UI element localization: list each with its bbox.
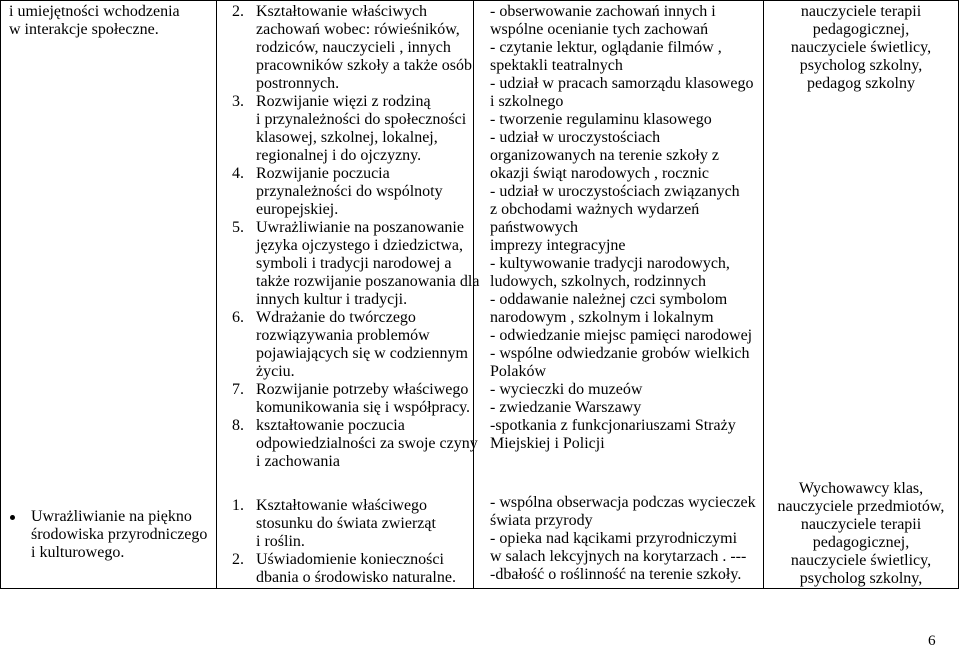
text-line: nauczyciele świetlicy, <box>790 39 932 56</box>
text-line: europejskiej. <box>256 201 339 218</box>
goal-item <box>232 381 472 417</box>
text-line: nauczyciele terapii <box>800 516 922 533</box>
text-line: środowiska przyrodniczego <box>31 526 208 543</box>
text-line: komunikowania się i współpracy. <box>256 399 471 416</box>
goals-list-bottom <box>232 497 472 587</box>
text-line: symboli i tradycji narodowej a <box>256 255 452 272</box>
col1-top-text <box>9 3 209 39</box>
goal-item <box>232 219 480 309</box>
goal-number: 4. <box>232 165 244 182</box>
goals-list-top <box>232 3 480 471</box>
text-line: - odwiedzanie miejsc pamięci narodowej <box>490 327 753 344</box>
goal-item <box>232 93 472 165</box>
text-line: odpowiedzialności za swoje czyny <box>256 435 478 452</box>
text-line: pedagogicznej, <box>812 534 910 551</box>
text-line: -spotkania z funkcjonariuszami Straży <box>490 417 736 434</box>
text-line: Kształtowanie właściwego <box>256 497 428 514</box>
text-line: rozwiązywania problemów <box>256 327 430 344</box>
text-line: - udział w uroczystościach związanych <box>490 183 740 200</box>
text-line: rodziców, nauczycieli , innych <box>256 39 451 56</box>
text-line: ludowych, szkolnych, rodzinnych <box>490 273 706 290</box>
text-line: - zwiedzanie Warszawy <box>490 399 642 416</box>
text-line: - czytanie lektur, oglądanie filmów , <box>490 39 722 56</box>
table-border-col2 <box>216 0 217 589</box>
text-line: -dbałość o roślinność na terenie szkoły. <box>490 566 742 583</box>
text-line: Uświadomienie konieczności <box>256 551 444 568</box>
text-line: narodowym , szkolnym i lokalnym <box>490 309 714 326</box>
text-line: dbania o środowisko naturalne. <box>256 569 456 586</box>
goal-item <box>232 165 472 219</box>
text-line: - wspólne odwiedzanie grobów wielkich <box>490 345 750 362</box>
text-line: - opieka nad kącikami przyrodniczymi <box>490 530 738 547</box>
goal-number: 1. <box>232 497 244 514</box>
text-line: - wycieczki do muzeów <box>490 381 643 398</box>
text-line: Uwrażliwianie na poszanowanie <box>256 219 464 236</box>
text-line: kształtowanie poczucia <box>256 417 405 434</box>
text-line: przynależności do wspólnoty <box>256 183 443 200</box>
text-line: - udział w pracach samorządu klasowego <box>490 75 754 92</box>
text-line: Uwrażliwianie na piękno <box>31 508 192 525</box>
text-line: Rozwijanie potrzeby właściwego <box>256 381 469 398</box>
goal-number: 3. <box>232 93 244 110</box>
text-line: psycholog szkolny, <box>799 57 923 74</box>
text-line: - obserwowanie zachowań innych i <box>490 3 716 20</box>
goal-number: 2. <box>232 3 244 20</box>
text-line: języka ojczystego i dziedzictwa, <box>256 237 464 254</box>
text-line: pedagog szkolny <box>807 75 915 92</box>
text-line: w interakcje społeczne. <box>9 21 159 38</box>
text-line: - kultywowanie tradycji narodowych, <box>490 255 730 272</box>
text-line: i przynależności do społeczności <box>256 111 467 128</box>
goal-number: 2. <box>232 551 244 568</box>
text-line: imprezy integracyjne <box>490 237 626 254</box>
goal-number: 6. <box>232 309 244 326</box>
text-line: organizowanych na terenie szkoły z <box>490 147 719 164</box>
goal-number: 7. <box>232 381 244 398</box>
text-line: innych kultur i tradycji. <box>256 291 408 308</box>
text-line: - wspólna obserwacja podczas wycieczek <box>490 494 756 511</box>
text-line: wspólne ocenianie tych zachowań <box>490 21 709 38</box>
goal-item <box>232 417 478 471</box>
text-line: regionalnej i do ojczyzny. <box>256 147 422 164</box>
text-line: - tworzenie regulaminu klasowego <box>490 111 712 128</box>
goal-item <box>232 309 472 381</box>
text-line: - udział w uroczystościach <box>490 129 661 146</box>
bullet-text <box>31 508 216 562</box>
text-line: z obchodami ważnych wydarzeń <box>490 201 700 218</box>
table-border-left <box>0 0 1 589</box>
table-bottom-border <box>0 588 958 589</box>
text-line: Polaków <box>490 363 546 380</box>
text-line: i umiejętności wchodzenia <box>9 3 180 20</box>
goal-item <box>232 3 472 93</box>
goal-item <box>232 497 472 551</box>
text-line: Wychowawcy klas, <box>798 480 924 497</box>
text-line: państwowych <box>490 219 578 236</box>
text-line: świata przyrody <box>490 512 593 529</box>
text-line: klasowej, szkolnej, lokalnej, <box>256 129 438 146</box>
table-border-col3 <box>473 0 474 589</box>
text-line: Rozwijanie więzi z rodziną <box>256 93 431 110</box>
text-line: okazji świąt narodowych , rocznic <box>490 165 710 182</box>
responsible-bottom <box>763 480 959 588</box>
text-line: i zachowania <box>256 453 340 470</box>
text-line: nauczyciele świetlicy, <box>790 552 932 569</box>
table-top-border <box>0 0 958 1</box>
text-line: i kulturowego. <box>31 544 125 561</box>
text-line: Miejskiej i Policji <box>490 435 605 452</box>
forms-bottom <box>490 494 765 584</box>
goal-number: 5. <box>232 219 244 236</box>
text-line: życiu. <box>256 363 295 380</box>
bullet-icon <box>10 515 15 520</box>
goal-item <box>232 551 472 587</box>
page-number: 6 <box>928 632 936 649</box>
goal-number: 8. <box>232 417 244 434</box>
text-line: - oddawanie należnej czci symbolom <box>490 291 728 308</box>
text-line: postronnych. <box>256 75 340 92</box>
text-line: nauczyciele przedmiotów, <box>777 498 945 515</box>
text-line: w salach lekcyjnych na korytarzach . --- <box>490 548 747 565</box>
text-line: także rozwijanie poszanowania dla <box>256 273 480 290</box>
text-line: spektakli teatralnych <box>490 57 623 74</box>
text-line: Wdrażanie do twórczego <box>256 309 416 326</box>
text-line: i roślin. <box>256 533 305 550</box>
text-line: Kształtowanie właściwych <box>256 3 428 20</box>
responsible-top <box>763 3 959 93</box>
text-line: i szkolnego <box>490 93 564 110</box>
text-line: psycholog szkolny, <box>799 570 923 587</box>
text-line: pracowników szkoły a także osób <box>256 57 472 74</box>
text-line: nauczyciele terapii <box>800 3 922 20</box>
text-line: zachowań wobec: rówieśników, <box>256 21 460 38</box>
text-line: stosunku do świata zwierząt <box>256 515 436 532</box>
text-line: pedagogicznej, <box>812 21 910 38</box>
text-line: pojawiających się w codziennym <box>256 345 468 362</box>
text-line: Rozwijanie poczucia <box>256 165 390 182</box>
forms-top <box>490 3 765 453</box>
